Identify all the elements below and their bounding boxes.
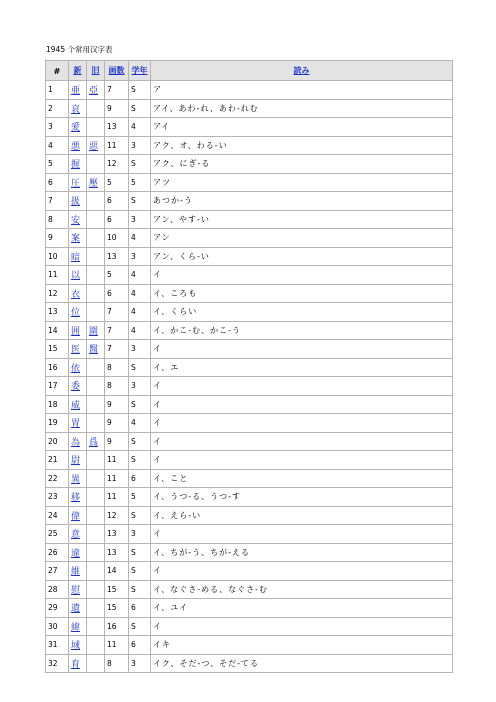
old-kanji-cell-link[interactable]: 惡 <box>89 141 99 152</box>
new-kanji-cell-link[interactable]: 為 <box>71 437 81 448</box>
new-kanji-cell-link[interactable]: 移 <box>71 493 81 504</box>
grade-cell: 3 <box>129 377 151 396</box>
reading-cell: イ、エ <box>151 358 453 377</box>
row-number: 9 <box>46 229 69 248</box>
stroke-count-cell: 6 <box>105 284 129 303</box>
new-kanji-cell[interactable] <box>69 580 87 599</box>
new-kanji-cell-link[interactable]: 以 <box>71 271 81 282</box>
new-kanji-cell-link[interactable]: 悪 <box>71 141 81 152</box>
new-kanji-cell[interactable] <box>69 81 87 100</box>
new-kanji-cell[interactable] <box>69 303 87 322</box>
new-kanji-cell[interactable] <box>69 247 87 266</box>
new-kanji-cell-link[interactable]: 意 <box>71 530 81 541</box>
header-reading-link[interactable]: 読み <box>293 65 310 75</box>
table-row <box>46 192 453 211</box>
stroke-count-cell: 12 <box>105 506 129 525</box>
table-row <box>46 155 453 174</box>
row-number: 26 <box>46 543 69 562</box>
old-kanji-cell <box>87 155 105 174</box>
header-grade[interactable] <box>129 61 151 81</box>
stroke-count-cell: 9 <box>105 414 129 433</box>
new-kanji-cell-link[interactable]: 暗 <box>71 252 81 263</box>
row-number: 19 <box>46 414 69 433</box>
row-number: 13 <box>46 303 69 322</box>
stroke-count-cell: 5 <box>105 266 129 285</box>
new-kanji-cell-link[interactable]: 安 <box>71 215 81 226</box>
reading-cell: イ、くらい <box>151 303 453 322</box>
row-number: 8 <box>46 210 69 229</box>
row-number: 12 <box>46 284 69 303</box>
reading-cell: アン、やす-い <box>151 210 453 229</box>
grade-cell: S <box>129 155 151 174</box>
table-row <box>46 81 453 100</box>
new-kanji-cell[interactable] <box>69 488 87 507</box>
new-kanji-cell[interactable] <box>69 506 87 525</box>
new-kanji-cell-link[interactable]: 尉 <box>71 456 81 467</box>
new-kanji-cell[interactable] <box>69 469 87 488</box>
old-kanji-cell <box>87 525 105 544</box>
reading-cell: イ <box>151 451 453 470</box>
new-kanji-cell-link[interactable]: 緯 <box>71 622 81 633</box>
stroke-count-cell: 7 <box>105 81 129 100</box>
header-reading[interactable] <box>151 61 453 81</box>
stroke-count-cell: 7 <box>105 303 129 322</box>
old-kanji-cell <box>87 284 105 303</box>
row-number: 5 <box>46 155 69 174</box>
row-number: 14 <box>46 321 69 340</box>
stroke-count-cell: 13 <box>105 247 129 266</box>
stroke-count-cell: 11 <box>105 136 129 155</box>
new-kanji-cell[interactable] <box>69 173 87 192</box>
reading-cell: アイ、あわ-れ、あわ-れむ <box>151 99 453 118</box>
row-number: 27 <box>46 562 69 581</box>
reading-cell: アク、にぎ-る <box>151 155 453 174</box>
header-new-kanji-link[interactable]: 新 <box>73 65 82 75</box>
new-kanji-cell[interactable] <box>69 118 87 137</box>
row-number: 6 <box>46 173 69 192</box>
new-kanji-cell-link[interactable]: 育 <box>71 659 81 670</box>
old-kanji-cell <box>87 395 105 414</box>
table-row <box>46 321 453 340</box>
table-row <box>46 580 453 599</box>
stroke-count-cell: 12 <box>105 155 129 174</box>
stroke-count-cell: 16 <box>105 617 129 636</box>
stroke-count-cell: 13 <box>105 118 129 137</box>
reading-cell: イ、ユイ <box>151 599 453 618</box>
new-kanji-cell-link[interactable]: 圧 <box>71 178 81 189</box>
grade-cell: S <box>129 506 151 525</box>
old-kanji-cell <box>87 469 105 488</box>
stroke-count-cell: 13 <box>105 525 129 544</box>
grade-cell: 4 <box>129 414 151 433</box>
table-row <box>46 99 453 118</box>
table-row <box>46 266 453 285</box>
new-kanji-cell[interactable] <box>69 192 87 211</box>
new-kanji-cell[interactable] <box>69 210 87 229</box>
reading-cell: イ、えら-い <box>151 506 453 525</box>
table-row <box>46 599 453 618</box>
old-kanji-cell <box>87 118 105 137</box>
table-row <box>46 654 453 673</box>
new-kanji-cell[interactable] <box>69 266 87 285</box>
old-kanji-cell <box>87 599 105 618</box>
new-kanji-cell-link[interactable]: 異 <box>71 474 81 485</box>
old-kanji-cell <box>87 562 105 581</box>
new-kanji-cell[interactable] <box>69 377 87 396</box>
old-kanji-cell <box>87 303 105 322</box>
new-kanji-cell-link[interactable]: 偉 <box>71 511 81 522</box>
row-number: 17 <box>46 377 69 396</box>
row-number: 25 <box>46 525 69 544</box>
reading-cell: イ <box>151 414 453 433</box>
old-kanji-cell[interactable] <box>87 81 105 100</box>
old-kanji-cell <box>87 506 105 525</box>
stroke-count-cell: 7 <box>105 340 129 359</box>
stroke-count-cell: 6 <box>105 210 129 229</box>
row-number: 18 <box>46 395 69 414</box>
stroke-count-cell: 10 <box>105 229 129 248</box>
grade-cell: 4 <box>129 118 151 137</box>
grade-cell: S <box>129 99 151 118</box>
grade-cell: 3 <box>129 525 151 544</box>
stroke-count-cell: 14 <box>105 562 129 581</box>
stroke-count-cell: 15 <box>105 599 129 618</box>
grade-cell: 3 <box>129 247 151 266</box>
stroke-count-cell: 11 <box>105 469 129 488</box>
row-number: 29 <box>46 599 69 618</box>
old-kanji-cell <box>87 358 105 377</box>
row-number: 24 <box>46 506 69 525</box>
new-kanji-cell[interactable] <box>69 99 87 118</box>
stroke-count-cell: 9 <box>105 432 129 451</box>
new-kanji-cell-link[interactable]: 握 <box>71 160 81 171</box>
reading-cell: アン、くら-い <box>151 247 453 266</box>
grade-cell: 6 <box>129 599 151 618</box>
grade-cell: 3 <box>129 210 151 229</box>
new-kanji-cell-link[interactable]: 胃 <box>71 419 81 430</box>
grade-cell: 4 <box>129 229 151 248</box>
kanji-table-body <box>46 81 453 673</box>
reading-cell: イ、なぐさ-める、なぐさ-む <box>151 580 453 599</box>
row-number: 22 <box>46 469 69 488</box>
reading-cell: イ、うつ-る、うつ-す <box>151 488 453 507</box>
grade-cell: S <box>129 543 151 562</box>
old-kanji-cell[interactable] <box>87 432 105 451</box>
old-kanji-cell <box>87 377 105 396</box>
grade-cell: 3 <box>129 654 151 673</box>
new-kanji-cell-link[interactable]: 愛 <box>71 123 81 134</box>
new-kanji-cell-link[interactable]: 衣 <box>71 289 81 300</box>
new-kanji-cell[interactable] <box>69 451 87 470</box>
new-kanji-cell[interactable] <box>69 414 87 433</box>
new-kanji-cell[interactable] <box>69 599 87 618</box>
header-strokes-link[interactable]: 画数 <box>108 65 125 75</box>
stroke-count-cell: 7 <box>105 321 129 340</box>
table-row <box>46 173 453 192</box>
grade-cell: 5 <box>129 173 151 192</box>
reading-cell: イ <box>151 266 453 285</box>
new-kanji-cell-link[interactable]: 依 <box>71 363 81 374</box>
old-kanji-cell <box>87 451 105 470</box>
table-row <box>46 506 453 525</box>
row-number: 4 <box>46 136 69 155</box>
reading-cell: イ <box>151 432 453 451</box>
old-kanji-cell-link[interactable]: 醫 <box>89 345 99 356</box>
old-kanji-cell <box>87 192 105 211</box>
row-number: 28 <box>46 580 69 599</box>
reading-cell: イ <box>151 562 453 581</box>
new-kanji-cell-link[interactable]: 違 <box>71 548 81 559</box>
new-kanji-cell-link[interactable]: 遺 <box>71 604 81 615</box>
new-kanji-cell-link[interactable]: 医 <box>71 345 81 356</box>
table-row <box>46 636 453 655</box>
table-row <box>46 395 453 414</box>
old-kanji-cell[interactable] <box>87 321 105 340</box>
table-row <box>46 562 453 581</box>
new-kanji-cell[interactable] <box>69 321 87 340</box>
table-row <box>46 414 453 433</box>
old-kanji-cell <box>87 266 105 285</box>
new-kanji-cell-link[interactable]: 威 <box>71 400 81 411</box>
grade-cell: 4 <box>129 266 151 285</box>
grade-cell: 6 <box>129 636 151 655</box>
header-number: # <box>46 61 69 81</box>
document-title: 1945 个常用汉字表 <box>46 45 113 54</box>
new-kanji-cell[interactable] <box>69 636 87 655</box>
stroke-count-cell: 15 <box>105 580 129 599</box>
grade-cell: 4 <box>129 284 151 303</box>
reading-cell: イ <box>151 377 453 396</box>
old-kanji-cell <box>87 229 105 248</box>
grade-cell: 4 <box>129 303 151 322</box>
row-number: 15 <box>46 340 69 359</box>
new-kanji-cell-link[interactable]: 哀 <box>71 104 81 115</box>
row-number: 3 <box>46 118 69 137</box>
reading-cell: イ、ちが-う、ちが-える <box>151 543 453 562</box>
table-row <box>46 469 453 488</box>
table-row <box>46 340 453 359</box>
old-kanji-cell <box>87 414 105 433</box>
reading-cell: イ、ころも <box>151 284 453 303</box>
stroke-count-cell: 9 <box>105 99 129 118</box>
old-kanji-cell-link[interactable]: 爲 <box>89 437 99 448</box>
grade-cell: 3 <box>129 340 151 359</box>
old-kanji-cell <box>87 488 105 507</box>
stroke-count-cell: 6 <box>105 192 129 211</box>
table-row <box>46 432 453 451</box>
table-row <box>46 358 453 377</box>
table-row <box>46 525 453 544</box>
new-kanji-cell[interactable] <box>69 543 87 562</box>
grade-cell: S <box>129 432 151 451</box>
reading-cell: あつか-う <box>151 192 453 211</box>
grade-cell: S <box>129 451 151 470</box>
reading-cell: アイ <box>151 118 453 137</box>
old-kanji-cell <box>87 580 105 599</box>
new-kanji-cell[interactable] <box>69 284 87 303</box>
old-kanji-cell[interactable] <box>87 136 105 155</box>
new-kanji-cell[interactable] <box>69 155 87 174</box>
new-kanji-cell-link[interactable]: 慰 <box>71 585 81 596</box>
old-kanji-cell <box>87 99 105 118</box>
stroke-count-cell: 8 <box>105 654 129 673</box>
row-number: 20 <box>46 432 69 451</box>
new-kanji-cell[interactable] <box>69 562 87 581</box>
reading-cell: イ、こと <box>151 469 453 488</box>
new-kanji-cell[interactable] <box>69 395 87 414</box>
reading-cell: イ、かこ-む、かこ-う <box>151 321 453 340</box>
old-kanji-cell-link[interactable]: 圍 <box>89 326 99 337</box>
grade-cell: 3 <box>129 136 151 155</box>
stroke-count-cell: 11 <box>105 488 129 507</box>
table-row <box>46 303 453 322</box>
table-row <box>46 247 453 266</box>
old-kanji-cell <box>87 636 105 655</box>
grade-cell: 5 <box>129 488 151 507</box>
grade-cell: S <box>129 562 151 581</box>
table-row <box>46 229 453 248</box>
old-kanji-cell-link[interactable]: 壓 <box>89 178 99 189</box>
table-row <box>46 488 453 507</box>
row-number: 11 <box>46 266 69 285</box>
new-kanji-cell-link[interactable]: 維 <box>71 567 81 578</box>
header-grade-link[interactable]: 学年 <box>131 65 148 75</box>
new-kanji-cell[interactable] <box>69 136 87 155</box>
reading-cell: イク、そだ-つ、そだ-てる <box>151 654 453 673</box>
reading-cell: イ <box>151 617 453 636</box>
table-row <box>46 617 453 636</box>
new-kanji-cell-link[interactable]: 案 <box>71 234 81 245</box>
row-number: 16 <box>46 358 69 377</box>
new-kanji-cell-link[interactable]: 委 <box>71 382 81 393</box>
header-new-kanji[interactable] <box>69 61 87 81</box>
new-kanji-cell[interactable] <box>69 525 87 544</box>
old-kanji-cell-link[interactable]: 亞 <box>89 86 99 97</box>
table-header-row <box>46 61 453 81</box>
table-row <box>46 136 453 155</box>
reading-cell: アツ <box>151 173 453 192</box>
row-number: 21 <box>46 451 69 470</box>
stroke-count-cell: 11 <box>105 636 129 655</box>
new-kanji-cell[interactable] <box>69 432 87 451</box>
old-kanji-cell[interactable] <box>87 340 105 359</box>
old-kanji-cell <box>87 617 105 636</box>
header-old-kanji-link[interactable]: 旧 <box>91 65 100 75</box>
new-kanji-cell-link[interactable]: 扱 <box>71 197 81 208</box>
table-row <box>46 118 453 137</box>
table-row <box>46 543 453 562</box>
row-number: 2 <box>46 99 69 118</box>
new-kanji-cell-link[interactable]: 位 <box>71 308 81 319</box>
old-kanji-cell <box>87 654 105 673</box>
reading-cell: イ <box>151 340 453 359</box>
grade-cell: S <box>129 580 151 599</box>
stroke-count-cell: 11 <box>105 451 129 470</box>
grade-cell: 4 <box>129 321 151 340</box>
old-kanji-cell <box>87 247 105 266</box>
row-number: 31 <box>46 636 69 655</box>
reading-cell: ア <box>151 81 453 100</box>
old-kanji-cell[interactable] <box>87 173 105 192</box>
grade-cell: S <box>129 192 151 211</box>
new-kanji-cell[interactable] <box>69 340 87 359</box>
reading-cell: アン <box>151 229 453 248</box>
new-kanji-cell-link[interactable]: 域 <box>71 641 81 652</box>
row-number: 23 <box>46 488 69 507</box>
old-kanji-cell <box>87 543 105 562</box>
table-row <box>46 377 453 396</box>
stroke-count-cell: 9 <box>105 395 129 414</box>
row-number: 30 <box>46 617 69 636</box>
new-kanji-cell-link[interactable]: 亜 <box>71 86 81 97</box>
old-kanji-cell <box>87 210 105 229</box>
reading-cell: イ <box>151 395 453 414</box>
grade-cell: S <box>129 395 151 414</box>
new-kanji-cell[interactable] <box>69 358 87 377</box>
table-row <box>46 284 453 303</box>
new-kanji-cell[interactable] <box>69 229 87 248</box>
row-number: 32 <box>46 654 69 673</box>
kanji-table <box>45 60 453 673</box>
table-row <box>46 451 453 470</box>
stroke-count-cell: 8 <box>105 358 129 377</box>
grade-cell: S <box>129 358 151 377</box>
reading-cell: アク、オ、わる-い <box>151 136 453 155</box>
new-kanji-cell[interactable] <box>69 617 87 636</box>
grade-cell: S <box>129 81 151 100</box>
grade-cell: S <box>129 617 151 636</box>
reading-cell: イキ <box>151 636 453 655</box>
new-kanji-cell[interactable] <box>69 654 87 673</box>
header-strokes[interactable] <box>105 61 129 81</box>
reading-cell: イ <box>151 525 453 544</box>
stroke-count-cell: 8 <box>105 377 129 396</box>
row-number: 1 <box>46 81 69 100</box>
row-number: 7 <box>46 192 69 211</box>
table-row <box>46 210 453 229</box>
stroke-count-cell: 13 <box>105 543 129 562</box>
header-old-kanji[interactable] <box>87 61 105 81</box>
new-kanji-cell-link[interactable]: 囲 <box>71 326 81 337</box>
grade-cell: 6 <box>129 469 151 488</box>
stroke-count-cell: 5 <box>105 173 129 192</box>
row-number: 10 <box>46 247 69 266</box>
